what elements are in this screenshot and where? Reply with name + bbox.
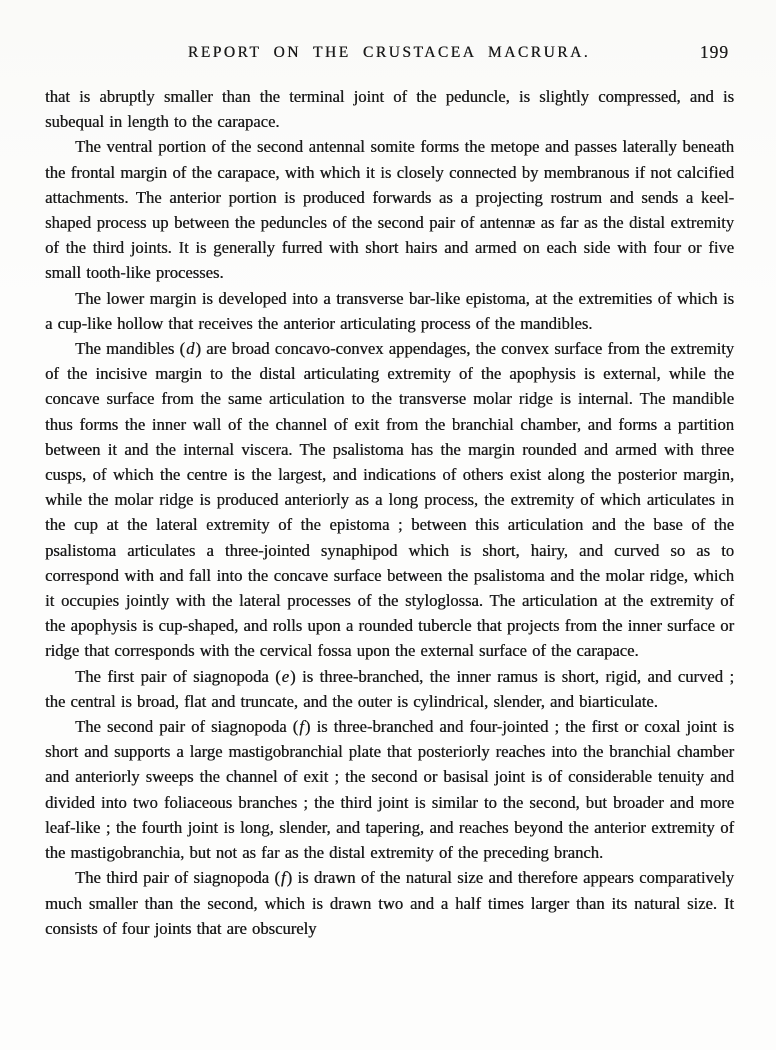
italic-figure-reference: f <box>299 717 304 737</box>
italic-figure-reference: d <box>186 339 195 359</box>
page-number: 199 <box>699 42 729 62</box>
paragraph-text: that is abruptly smaller than the terminal joint of the peduncle, is slightly compressed, and is subequal in length to the carapace. <box>45 87 734 132</box>
paragraph-text: ) is drawn of the natural size and therefore appears comparatively much smaller than the second, which is drawn two and a half times larger than its natural size. It consists of four joints that are obscurely <box>45 868 734 938</box>
paragraph-text: The third pair of siagnopoda ( <box>75 868 280 888</box>
paragraph-text: The lower margin is developed into a transverse bar-like epistoma, at the extremities of which is a cup-like hollow that receives the anterior articulating process of the mandibles. <box>45 288 734 333</box>
paragraph-text: ) is three-branched, the inner ramus is short, rigid, and curved ; the central is broad, flat and truncate, and the outer is cylindrical, slender, and biarticulate. <box>45 666 735 711</box>
paragraph-text: ) are broad concavo-convex appendages, the convex surface from the extremity of the incisive margin to the distal articulating extremity of the apophysis is external, while the concave surface from the same articulation to the transverse molar ridge is internal. The mandible thus forms the inner wall of the channel of exit from the branchial chamber, and forms a partition between it and the internal viscera. The psalistoma has the margin rounded and armed with three cusps, of which the centre is the largest, and indications of others exist along the posterior margin, while the molar ridge is produced anteriorly as a long process, the extremity of which articulates in the cup at the lateral extremity of the epistoma ; between this articulation and the base of the psalistoma articulates a three-jointed synaphipod which is short, hairy, and curved so as to correspond with and fall into the concave surface between the psalistoma and the molar ridge, which it occupies jointly with the lateral processes of the styloglossa. The articulation at the extremity of the apophysis is cup-shaped, and rolls upon a rounded tubercle that projects from the inner surface or ridge that corresponds with the cervical fossa upon the external surface of the carapace. <box>45 339 734 661</box>
paragraph <box>45 865 734 941</box>
page-header <box>45 44 733 68</box>
paragraph <box>45 336 734 664</box>
running-title: REPORT ON THE CRUSTACEA MACRURA. <box>187 44 591 61</box>
paragraph-text: The first pair of siagnopoda ( <box>75 666 281 686</box>
italic-figure-reference: f <box>280 868 286 888</box>
paragraph-text: The second pair of siagnopoda ( <box>75 717 299 737</box>
paragraph <box>45 714 734 865</box>
paragraph <box>45 286 734 336</box>
body-text <box>45 84 734 941</box>
paragraph-text: ) is three-branched and four-jointed ; the first or coxal joint is short and supports a large mastigobranchial plate that posteriorly reaches into the branchial chamber and anteriorly sweeps the channel of exit ; the second or basisal joint is of considerable tenuity and divided into two foliaceous branches ; the third joint is similar to the second, but broader and more leaf-like ; the fourth joint is long, slender, and tapering, and reaches beyond the anterior extremity of the mastigobranchia, but not as far as the distal extremity of the preceding branch. <box>45 717 734 863</box>
paragraph <box>45 134 734 285</box>
paragraph-text: The mandibles ( <box>75 339 186 359</box>
paragraph <box>45 664 734 714</box>
paragraph <box>45 84 734 134</box>
italic-figure-reference: e <box>281 666 290 686</box>
paragraph-text: The ventral portion of the second antennal somite forms the metope and passes laterally beneath the frontal margin of the carapace, with which it is closely connected by membranous if not calcified attachments. The anterior portion is produced forwards as a projecting rostrum and sends a keel-shaped process up between the peduncles of the second pair of antennæ as far as the distal extremity of the third joints. It is generally furred with short hairs and armed on each side with four or five small tooth-like processes. <box>45 137 734 283</box>
